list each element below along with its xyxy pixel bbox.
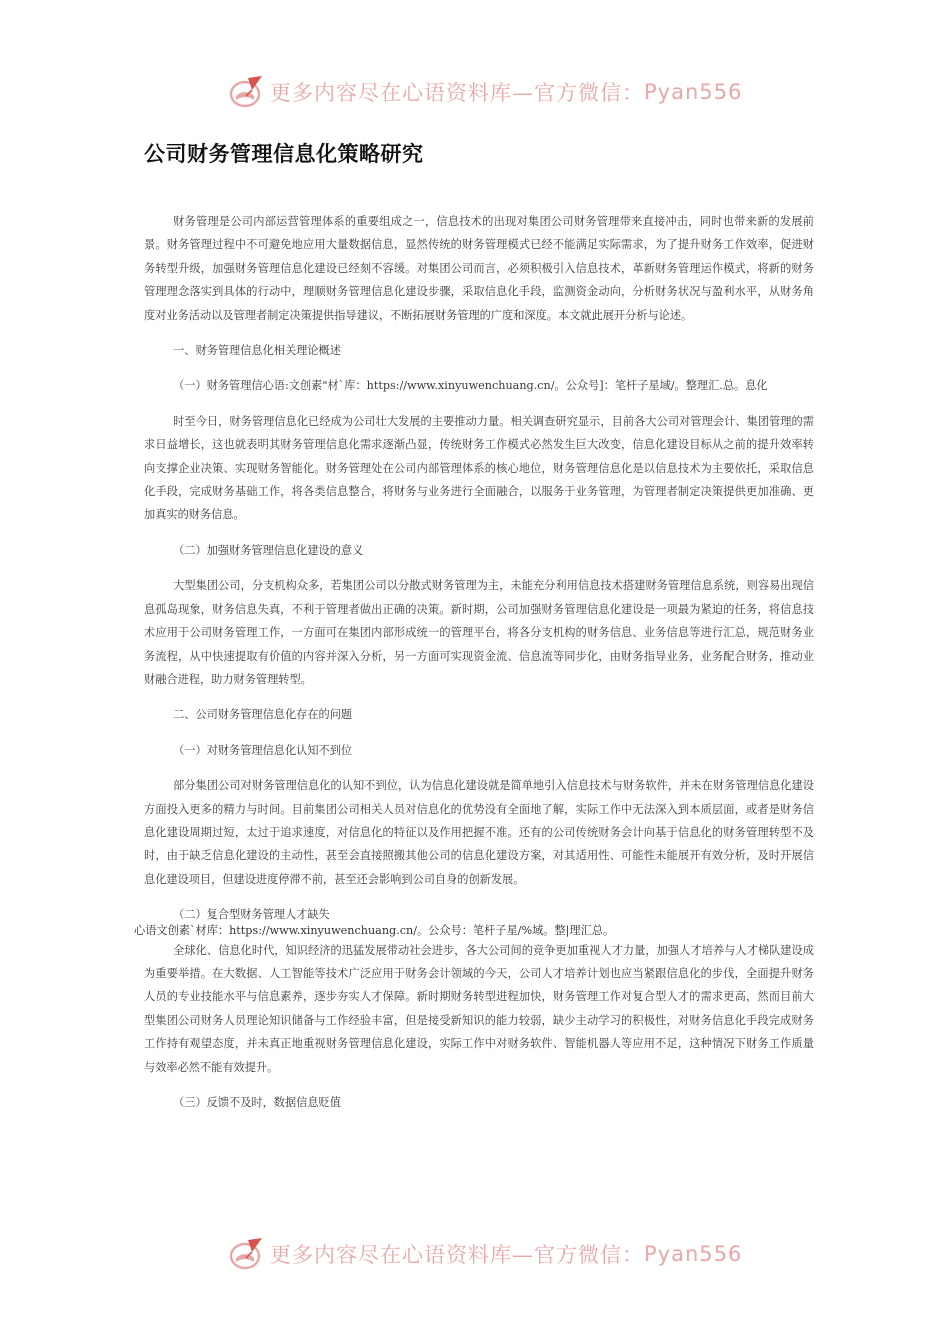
book-quill-logo-icon bbox=[228, 74, 266, 110]
watermark-banner-id: Pyan556 bbox=[644, 80, 743, 104]
document-body bbox=[134, 210, 814, 1126]
document-title: 公司财务管理信息化策略研究 bbox=[144, 142, 424, 166]
section-heading-2: 二、公司财务管理信息化存在的问题 bbox=[173, 708, 353, 722]
subsection-heading-1-2: （二）加强财务管理信息化建设的意义 bbox=[173, 543, 364, 557]
body-paragraph: 大型集团公司，分支机构众多，若集团公司以分散式财务管理为主，未能充分利用信息技术搭建财务管理信息系统，则容易出现信息孤岛现象，财务信息失真，不利于管理者做出正确的决策。新时期，公司加强财务管理信息化建设是一项最为紧迫的任务，将信息技术应用于公司财务管理工作，一方面可在集团内部形成统一的管理平台，将各分支机构的财务信息、业务信息等进行汇总，规范财务业务流程，从中快速提取有价值的内容并深入分析，另一方面可实现资金流、信息流等同步化，由财务指导业务，业务配合财务，推动业财融合进程，助力财务管理转型。 bbox=[144, 579, 814, 686]
subsection-heading-1-1: （一）财务管理信心语:文创素"材`库：https://www.xinyuwenchuang.cn/。公众号]：笔杆子星域/。整理汇.总。息化 bbox=[173, 379, 768, 393]
subsection-heading-2-2: （二）复合型财务管理人才缺失 bbox=[173, 908, 330, 922]
body-paragraph: 部分集团公司对财务管理信息化的认知不到位，认为信息化建设就是简单地引入信息技术与财务软件，并未在财务管理信息化建设方面投入更多的精力与时间。目前集团公司相关人员对信息化的优势没有全面地了解，实际工作中无法深入到本质层面，或者是财务信息化建设周期过短，太过于追求速度，对信息化的特征以及作用把握不准。还有的公司传统财务会计向基于信息化的财务管理转型不及时，由于缺乏信息化建设的主动性，甚至会直接照搬其他公司的信息化建设方案，对其适用性、可能性未能展开有效分析，及时开展信息化建设项目，但建设进度停滞不前，甚至还会影响到公司自身的创新发展。 bbox=[144, 779, 814, 886]
watermark-banner-text: 更多内容尽在心语资料库—官方微信： bbox=[270, 1243, 644, 1267]
subsection-heading-2-1: （一）对财务管理信息化认知不到位 bbox=[173, 743, 353, 757]
inline-watermark-text: 心语文创素`材库：https://www.xinyuwenchuang.cn/。公众号：笔杆子星/%域。整|理汇总。 bbox=[134, 923, 615, 937]
watermark-banner-top bbox=[228, 74, 748, 110]
section-heading-1: 一、财务管理信息化相关理论概述 bbox=[173, 344, 341, 358]
watermark-banner-bottom bbox=[228, 1236, 748, 1272]
watermark-banner-id: Pyan556 bbox=[644, 1242, 743, 1266]
watermark-banner-text: 更多内容尽在心语资料库—官方微信： bbox=[270, 81, 644, 105]
body-paragraph: 时至今日，财务管理信息化已经成为公司壮大发展的主要推动力量。相关调查研究显示，目前各大公司对管理会计、集团管理的需求日益增长，这也就表明其财务管理信息化需求逐渐凸显，传统财务工作模式必然发生巨大改变，信息化建设目标从之前的提升效率转向支撑企业决策、实现财务智能化。财务管理处在公司内部管理体系的核心地位，财务管理信息化是以信息技术为主要依托，采取信息化手段，完成财务基础工作，将各类信息整合，将财务与业务进行全面融合，以服务于业务管理，为管理者制定决策提供更加准确、更加真实的财务信息。 bbox=[144, 414, 814, 522]
body-paragraph: 全球化、信息化时代，知识经济的迅猛发展带动社会进步，各大公司间的竞争更加重视人才力量，加强人才培养与人才梯队建设成为重要举措。在大数据、人工智能等技术广泛应用于财务会计领域的今天，公司人才培养计划也应当紧跟信息化的步伐，全面提升财务人员的专业技能水平与信息素养，逐步夯实人才保障。新时期财务转型进程加快，财务管理工作对复合型人才的需求更高，然而目前大型集团公司财务人员理论知识储备与工作经验丰富，但是接受新知识的能力较弱，缺少主动学习的积极性，对财务信息化手段完成财务工作持有观望态度，并未真正地重视财务管理信息化建设，实际工作中对财务软件、智能机器人等应用不足，这种情况下财务工作质量与效率必然不能有效提升。 bbox=[144, 943, 814, 1074]
book-quill-logo-icon bbox=[228, 1236, 266, 1272]
intro-paragraph: 财务管理是公司内部运营管理体系的重要组成之一，信息技术的出现对集团公司财务管理带来直接冲击，同时也带来新的发展前景。财务管理过程中不可避免地应用大量数据信息，显然传统的财务管理模式已经不能满足实际需求，为了提升财务工作效率，促进财务转型升级，加强财务管理信息化建设已经刻不容缓。对集团公司而言，必须积极引入信息技术，革新财务管理运作模式，将新的财务管理理念落实到具体的行动中，理顺财务管理信息化建设步骤，采取信息化手段，监测资金动向，分析财务状况与盈利水平，从财务角度对业务活动以及管理者制定决策提供指导建议，不断拓展财务管理的广度和深度。本文就此展开分析与论述。 bbox=[144, 215, 814, 322]
subsection-heading-2-3: （三）反馈不及时，数据信息贬值 bbox=[173, 1096, 341, 1109]
